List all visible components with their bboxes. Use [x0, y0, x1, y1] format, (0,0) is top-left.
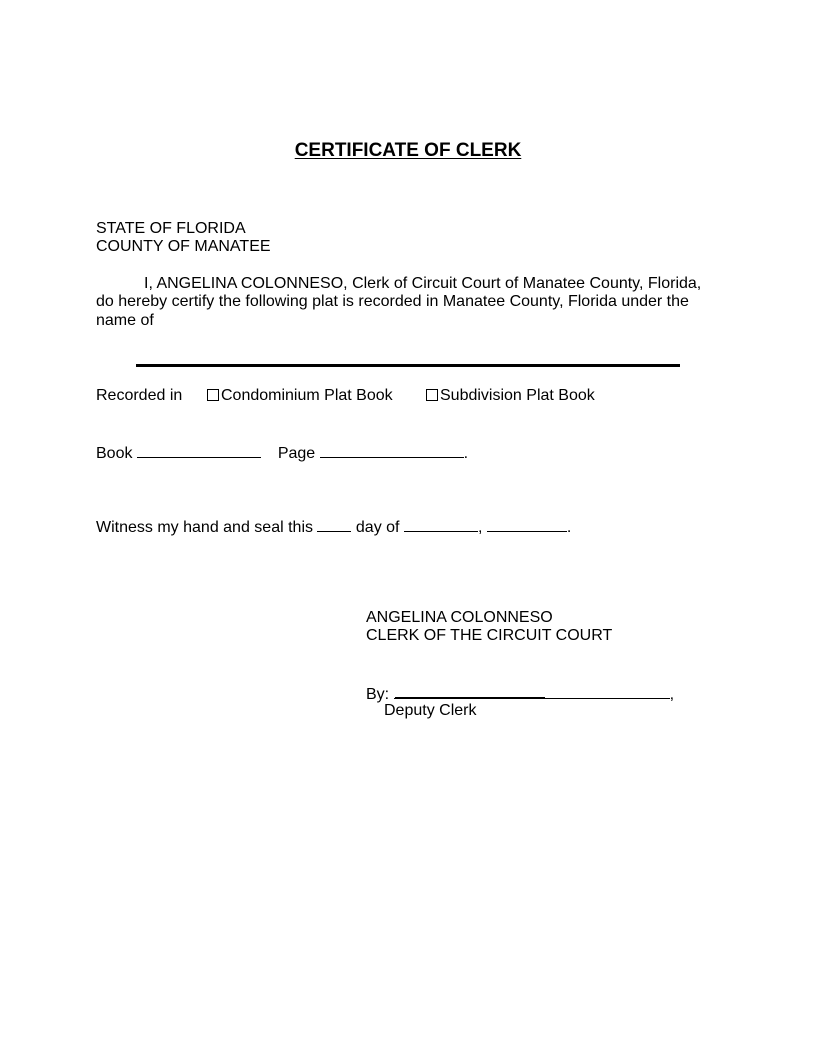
day-of-label: day of — [355, 519, 400, 536]
page-field[interactable] — [320, 443, 464, 458]
deputy-clerk-label: Deputy Clerk — [384, 702, 477, 719]
month-field[interactable] — [404, 517, 478, 532]
book-field[interactable] — [137, 443, 261, 458]
subdivision-label: Subdivision Plat Book — [440, 387, 595, 404]
by-comma: , — [669, 686, 675, 703]
subdivision-option[interactable] — [426, 387, 595, 405]
year-field[interactable] — [487, 517, 567, 532]
state-line: STATE OF FLORIDA — [96, 220, 246, 237]
plat-name-field[interactable] — [136, 364, 680, 367]
witness-prefix: Witness my hand and seal this — [96, 519, 313, 536]
witness-row — [96, 517, 571, 537]
witness-comma: , — [477, 519, 483, 536]
certification-line-3: name of — [96, 312, 154, 329]
document-title: CERTIFICATE OF CLERK — [294, 140, 522, 161]
condominium-checkbox[interactable] — [207, 389, 219, 401]
clerk-name: ANGELINA COLONNESO — [366, 609, 553, 626]
by-label: By: — [366, 686, 390, 703]
signature-line-heavy — [395, 697, 545, 699]
condominium-label: Condominium Plat Book — [221, 387, 393, 404]
certification-line-1: I, ANGELINA COLONNESO, Clerk of Circuit Court of Manatee County, Florida, — [144, 275, 702, 292]
day-field[interactable] — [317, 517, 351, 532]
by-row — [366, 684, 674, 704]
witness-period: . — [566, 519, 572, 536]
certification-line-2: do hereby certify the following plat is recorded in Manatee County, Florida under the — [96, 293, 689, 310]
recorded-in-label: Recorded in — [96, 387, 183, 404]
book-label: Book — [96, 445, 133, 462]
clerk-title: CLERK OF THE CIRCUIT COURT — [366, 627, 613, 644]
county-line: COUNTY OF MANATEE — [96, 238, 271, 255]
page-label: Page — [277, 445, 316, 462]
condominium-option[interactable] — [207, 387, 393, 405]
subdivision-checkbox[interactable] — [426, 389, 438, 401]
book-page-period: . — [463, 445, 469, 462]
book-page-row — [96, 443, 468, 463]
